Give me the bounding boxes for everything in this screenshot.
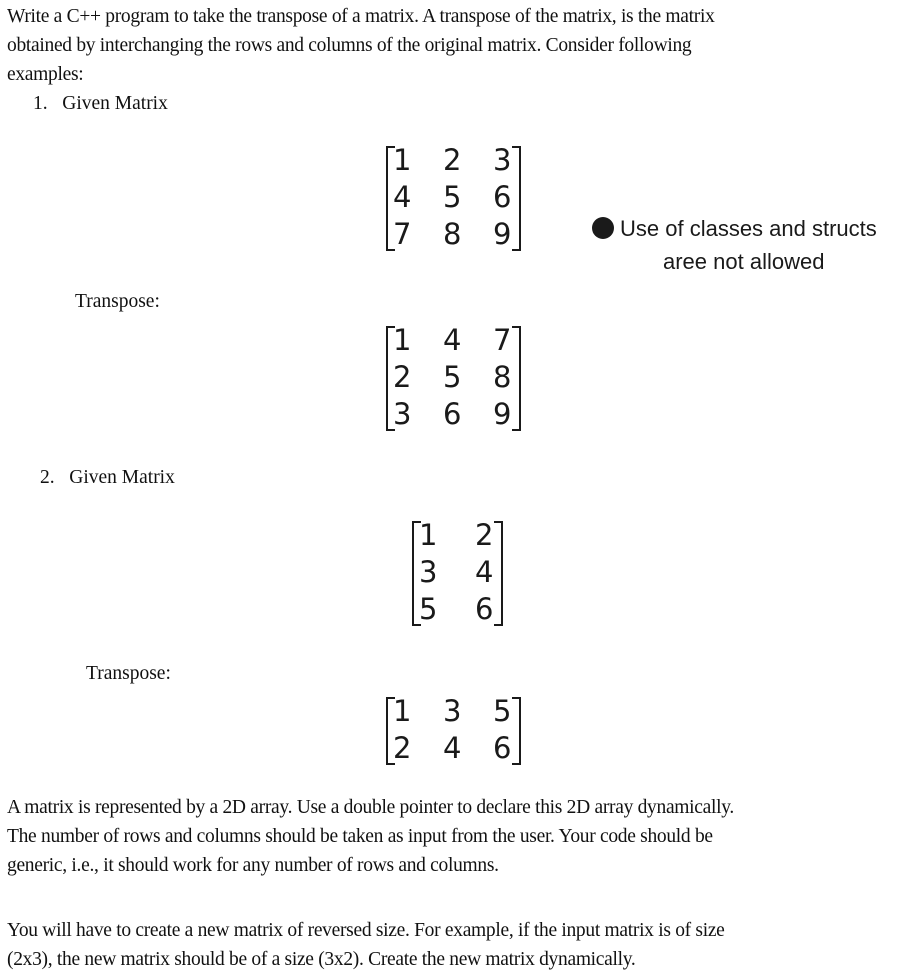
matrix-cell: 6 (443, 397, 462, 431)
matrix-cell: 4 (443, 731, 462, 765)
example-number: 1. (33, 93, 48, 114)
example-given-label: Given Matrix (69, 467, 175, 488)
matrix-cell: 5 (493, 694, 512, 728)
matrix-cell: 4 (475, 555, 494, 589)
paragraph-line: The number of rows and columns should be taken as input from the user. Your code should be (7, 826, 713, 847)
intro-line: obtained by interchanging the rows and columns of the original matrix. Consider following (7, 35, 692, 56)
matrix-cell: 8 (493, 360, 512, 394)
matrix-cell: 9 (493, 397, 512, 431)
example-given-label: Given Matrix (62, 93, 168, 114)
matrix-cell: 1 (393, 694, 412, 728)
example-1-transpose-label: Transpose: (75, 291, 160, 312)
matrix-cell: 2 (393, 360, 412, 394)
intro-line: Write a C++ program to take the transpose of a matrix. A transpose of the matrix, is the matrix (7, 6, 715, 27)
example-2-given-matrix (412, 517, 499, 628)
matrix-cell: 2 (443, 143, 462, 177)
note-line-1: Use of classes and structs (620, 216, 877, 241)
example-1-given-matrix (386, 142, 517, 253)
matrix-cell: 6 (493, 180, 512, 214)
paragraph-line: (2x3), the new matrix should be of a size (3x2). Create the new matrix dynamically. (7, 949, 636, 970)
matrix-cell: 4 (443, 323, 462, 357)
paragraph-line: You will have to create a new matrix of reversed size. For example, if the input matrix is of size (7, 920, 725, 941)
example-number: 2. (40, 467, 55, 488)
example-2-transpose-label: Transpose: (86, 663, 171, 684)
matrix-cell: 4 (393, 180, 412, 214)
intro-paragraph (7, 2, 715, 89)
matrix-cell: 1 (393, 323, 412, 357)
matrix-cell: 3 (419, 555, 438, 589)
matrix-cell: 3 (443, 694, 462, 728)
matrix-cell: 6 (475, 592, 494, 626)
reversed-size-paragraph (7, 916, 725, 974)
requirements-paragraph (7, 793, 734, 880)
matrix-cell: 2 (475, 518, 494, 552)
paragraph-line: generic, i.e., it should work for any number of rows and columns. (7, 855, 499, 876)
matrix-cell: 1 (393, 143, 412, 177)
matrix-cell: 9 (493, 217, 512, 251)
matrix-cell: 1 (419, 518, 438, 552)
example-1-heading (33, 93, 168, 115)
example-1-transpose-matrix (386, 322, 517, 433)
constraint-note (592, 212, 877, 278)
matrix-cell: 7 (393, 217, 412, 251)
matrix-cell: 5 (443, 180, 462, 214)
bullet-icon (592, 217, 614, 239)
matrix-cell: 8 (443, 217, 462, 251)
example-2-heading (40, 467, 175, 489)
matrix-cell: 5 (443, 360, 462, 394)
matrix-cell: 2 (393, 731, 412, 765)
paragraph-line: A matrix is represented by a 2D array. Use a double pointer to declare this 2D array dynamically. (7, 797, 734, 818)
note-line-2: aree not allowed (663, 249, 825, 274)
example-2-transpose-matrix (386, 693, 517, 767)
matrix-cell: 7 (493, 323, 512, 357)
matrix-cell: 5 (419, 592, 438, 626)
matrix-cell: 3 (493, 143, 512, 177)
matrix-cell: 6 (493, 731, 512, 765)
intro-line: examples: (7, 64, 84, 85)
matrix-cell: 3 (393, 397, 412, 431)
